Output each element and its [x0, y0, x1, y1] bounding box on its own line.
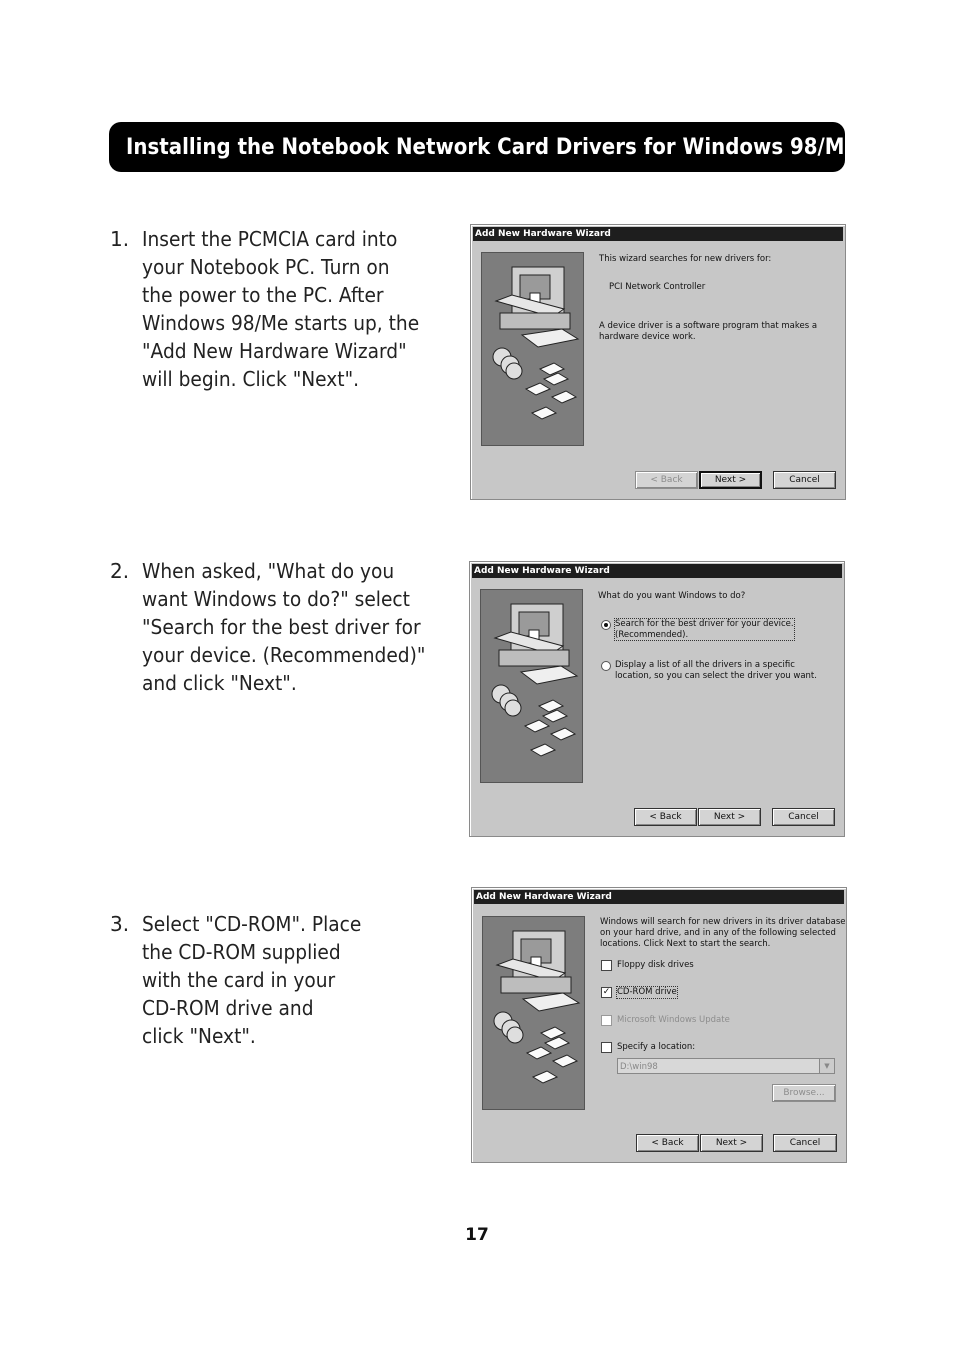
step-text: [142, 225, 440, 393]
step-line: Select "CD-ROM". Place: [142, 912, 362, 936]
checkbox-label: Floppy disk drives: [617, 960, 694, 970]
step-line: "Search for the best driver for: [142, 615, 421, 639]
checkbox-label: Specify a location:: [617, 1042, 696, 1052]
display-list-radio[interactable]: [601, 661, 611, 671]
dialog-text: hardware device work.: [599, 332, 696, 342]
step-line: Windows 98/Me starts up, the: [142, 311, 420, 335]
dialog-question: What do you want Windows to do?: [598, 591, 746, 601]
wizard-computer-illustration: [480, 589, 583, 783]
search-best-driver-radio[interactable]: [601, 620, 611, 630]
dialog-title-bar: Add New Hardware Wizard: [473, 227, 843, 241]
dialog-text: A device driver is a software program that makes a: [599, 321, 818, 331]
checkbox-label: CD-ROM drive: [617, 987, 677, 997]
dialog-text: Windows will search for new drivers in its driver database: [600, 917, 846, 927]
floppy-checkbox[interactable]: [601, 960, 612, 971]
next-button[interactable]: Next >: [698, 808, 761, 826]
step-line: the CD-ROM supplied: [142, 940, 341, 964]
step-line: "Add New Hardware Wizard": [142, 339, 407, 363]
page-number: 17: [465, 1225, 489, 1245]
location-path-value: D:\win98: [620, 1062, 658, 1072]
cdrom-checkbox[interactable]: ✓: [602, 987, 611, 997]
step-1: [110, 225, 450, 393]
step-line: the power to the PC. After: [142, 283, 384, 307]
radio-label-line: Search for the best driver for your device.: [615, 619, 794, 629]
radio-label-line: Display a list of all the drivers in a specific: [615, 660, 795, 670]
dialog-text: on your hard drive, and in any of the following selected: [600, 928, 836, 938]
step-line: your Notebook PC. Turn on: [142, 255, 390, 279]
step-line: with the card in your: [142, 968, 336, 992]
step-line: When asked, "What do you: [142, 559, 395, 583]
radio-label: [615, 619, 794, 640]
msupdate-checkbox[interactable]: [601, 1015, 612, 1026]
computer-disks-icon: [483, 917, 584, 1109]
step-line: want Windows to do?" select: [142, 587, 410, 611]
radio-label: [615, 660, 817, 681]
chevron-down-icon[interactable]: ▼: [819, 1059, 834, 1073]
step-number: 1.: [110, 227, 130, 251]
step-line: Insert the PCMCIA card into: [142, 227, 398, 251]
back-button[interactable]: < Back: [635, 471, 698, 489]
location-path-combo[interactable]: [617, 1058, 835, 1074]
cancel-button[interactable]: Cancel: [773, 1134, 837, 1152]
location-checkbox[interactable]: [601, 1042, 612, 1053]
computer-disks-icon: [482, 253, 583, 445]
back-button[interactable]: < Back: [636, 1134, 699, 1152]
step-3: [110, 910, 450, 1050]
page-title: Installing the Notebook Network Card Drivers for Windows 98/Me: [126, 134, 858, 160]
checkbox-label: Microsoft Windows Update: [617, 1015, 730, 1025]
step-line: and click "Next".: [142, 671, 297, 695]
wizard-dialog-1: [470, 224, 846, 500]
dialog-title-bar: Add New Hardware Wizard: [472, 564, 842, 578]
wizard-computer-illustration: [482, 916, 585, 1110]
step-line: your device. (Recommended)": [142, 643, 426, 667]
cancel-button[interactable]: Cancel: [773, 471, 836, 489]
browse-button[interactable]: Browse...: [772, 1084, 836, 1102]
cancel-button[interactable]: Cancel: [772, 808, 835, 826]
step-text: [142, 557, 440, 697]
wizard-dialog-2: [469, 561, 845, 837]
computer-disks-icon: [481, 590, 582, 782]
dialog-text: locations. Click Next to start the search.: [600, 939, 771, 949]
device-name: PCI Network Controller: [609, 282, 706, 292]
section-title-bar: [109, 122, 858, 172]
step-number: 2.: [110, 559, 130, 583]
next-button[interactable]: Next >: [699, 471, 762, 489]
step-2: [110, 557, 450, 697]
wizard-computer-illustration: [481, 252, 584, 446]
radio-label-line: location, so you can select the driver you want.: [615, 670, 817, 681]
step-line: will begin. Click "Next".: [142, 367, 360, 391]
dialog-text: This wizard searches for new drivers for:: [599, 254, 772, 264]
back-button[interactable]: < Back: [634, 808, 697, 826]
step-line: click "Next".: [142, 1024, 256, 1048]
next-button[interactable]: Next >: [700, 1134, 763, 1152]
step-number: 3.: [110, 912, 130, 936]
radio-label-line: (Recommended).: [615, 629, 689, 640]
step-line: CD-ROM drive and: [142, 996, 314, 1020]
step-text: [142, 910, 440, 1050]
wizard-dialog-3: [471, 887, 847, 1163]
dialog-title-bar: Add New Hardware Wizard: [474, 890, 844, 904]
